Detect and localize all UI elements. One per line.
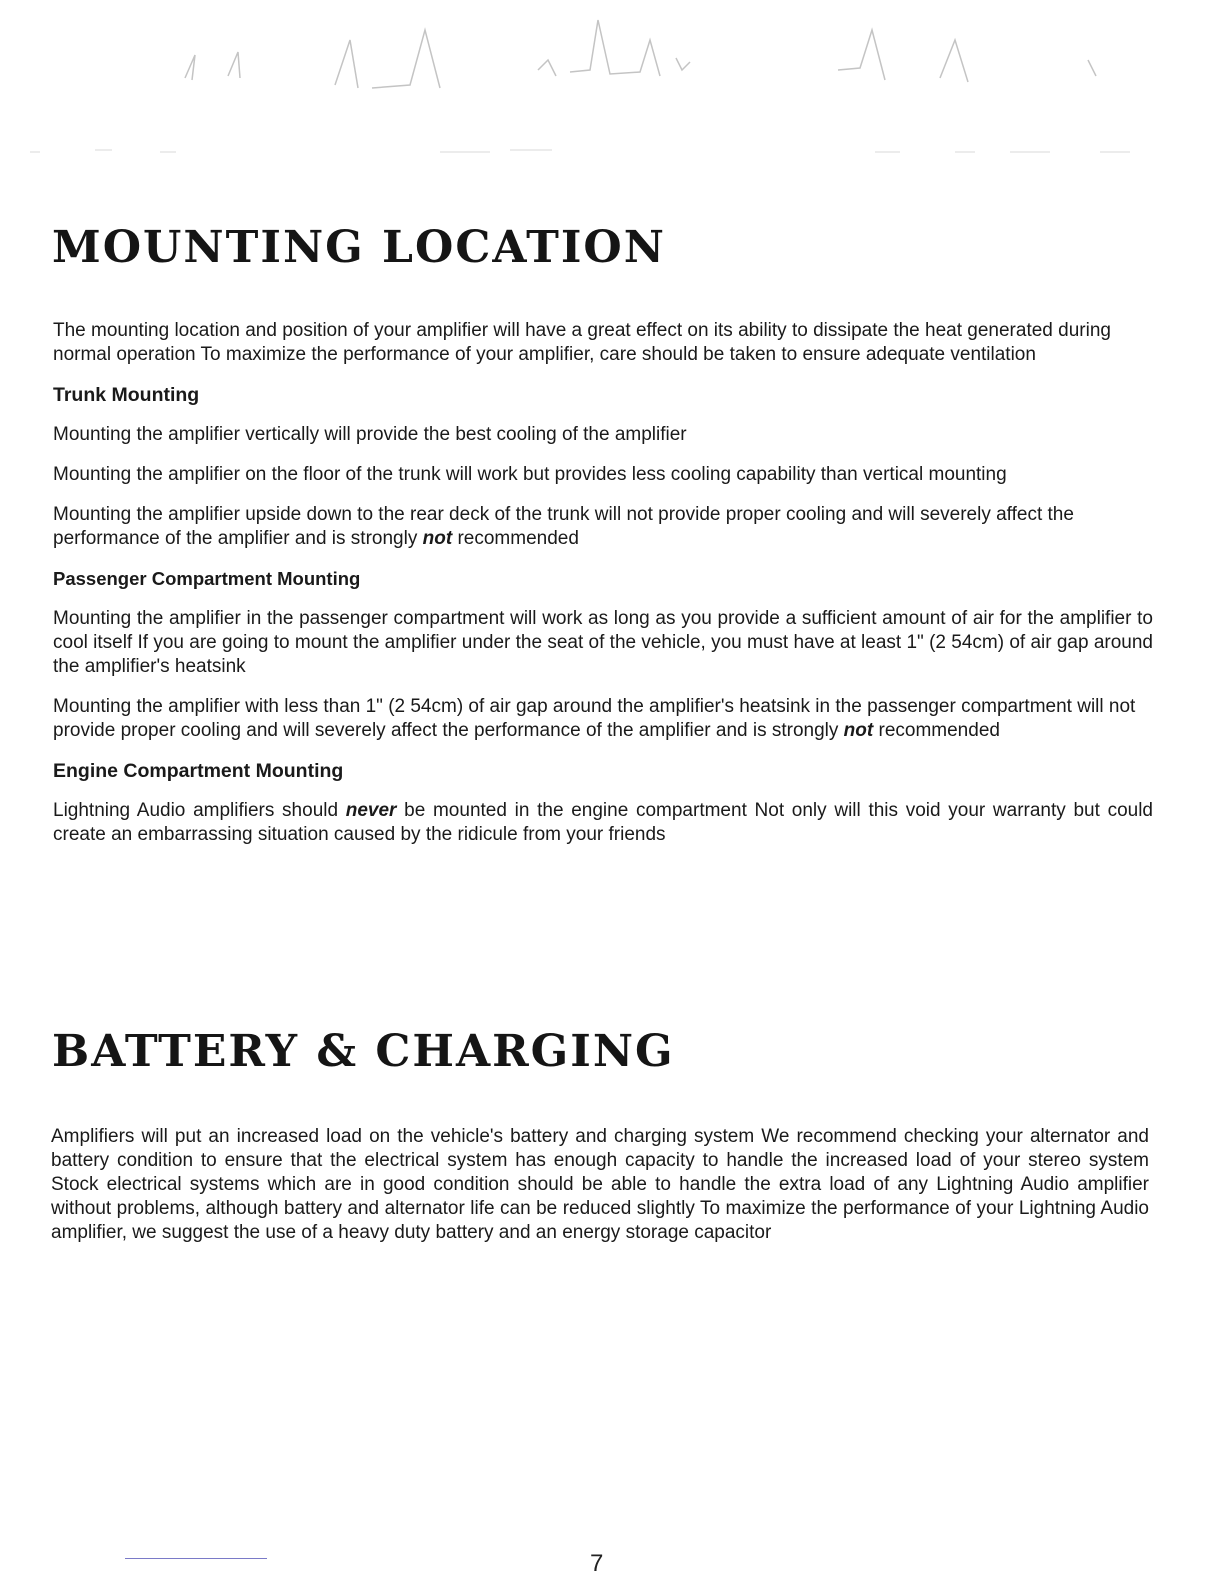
header-scan-artifacts (0, 0, 1224, 170)
passenger-paragraph-2 (53, 695, 1153, 743)
battery-paragraph: Amplifiers will put an increased load on the vehicle's battery and charging system We recommend checking your alternator and battery condition to ensure that the electrical system has enough capacity to handle the increased load of your stereo system Stock electrical systems which are in good condition should be able to handle the extra load of any Lightning Audio amplifier without problems, although battery and alternator life can be reduced slightly To maximize the performance of your Lightning Audio amplifier, we suggest the use of a heavy duty battery and an energy storage capacitor (51, 1126, 1149, 1243)
trunk-paragraph-3-text: Mounting the amplifier upside down to the rear deck of the trunk will not provide proper cooling and will severely affect the performance of the amplifier and is strongly (53, 504, 1074, 549)
footer-rule (125, 1558, 267, 1559)
engine-mounting-heading: Engine Compartment Mounting (53, 760, 344, 782)
engine-paragraph-1-emphasis: never (345, 800, 397, 821)
trunk-paragraph-3-end: recommended (452, 528, 579, 549)
passenger-paragraph-2-emphasis: not (843, 720, 874, 741)
battery-charging-body (51, 1125, 1149, 1245)
mounting-intro-paragraph: The mounting location and position of your amplifier will have a great effect on its ability to dissipate the heat generated during normal operation To maximize the performance of your amplifier, care should be taken to ensure adequate ventilation (53, 320, 1111, 365)
engine-paragraph-1-end: be mounted in the engine compartment Not only will this void your warranty but could create an embarrassing situation caused by the ridicule from your friends (53, 800, 1153, 845)
trunk-mounting-heading: Trunk Mounting (53, 384, 200, 406)
trunk-paragraph-3 (53, 503, 1153, 551)
trunk-paragraph-3-emphasis: not (422, 528, 453, 549)
passenger-paragraph-2-end: recommended (873, 720, 1000, 741)
passenger-paragraph-2-text: Mounting the amplifier with less than 1" (2 54cm) of air gap around the amplifier's heatsink in the passenger compartment will not provide proper cooling and will severely affect the performance of the amplifier and is strongly (53, 696, 1136, 741)
section-title-battery-charging: BATTERY & CHARGING (52, 1026, 675, 1077)
trunk-paragraph-2: Mounting the amplifier on the floor of the trunk will work but provides less cooling capability than vertical mounting (53, 464, 1007, 485)
trunk-paragraph-1: Mounting the amplifier vertically will provide the best cooling of the amplifier (53, 424, 687, 445)
mounting-location-body (53, 319, 1153, 863)
page-number: 7 (590, 1550, 604, 1577)
engine-paragraph-1-text: Lightning Audio amplifiers should (53, 800, 346, 821)
section-title-mounting-location: MOUNTING LOCATION (52, 222, 666, 273)
passenger-paragraph-1: Mounting the amplifier in the passenger compartment will work as long as you provide a sufficient amount of air for the amplifier to cool itself If you are going to mount the amplifier under the seat of the vehicle, you must have at least 1" (2 54cm) of air gap around the amplifier's heatsink (53, 608, 1153, 677)
passenger-mounting-heading: Passenger Compartment Mounting (53, 568, 361, 589)
engine-paragraph-1 (53, 799, 1153, 847)
